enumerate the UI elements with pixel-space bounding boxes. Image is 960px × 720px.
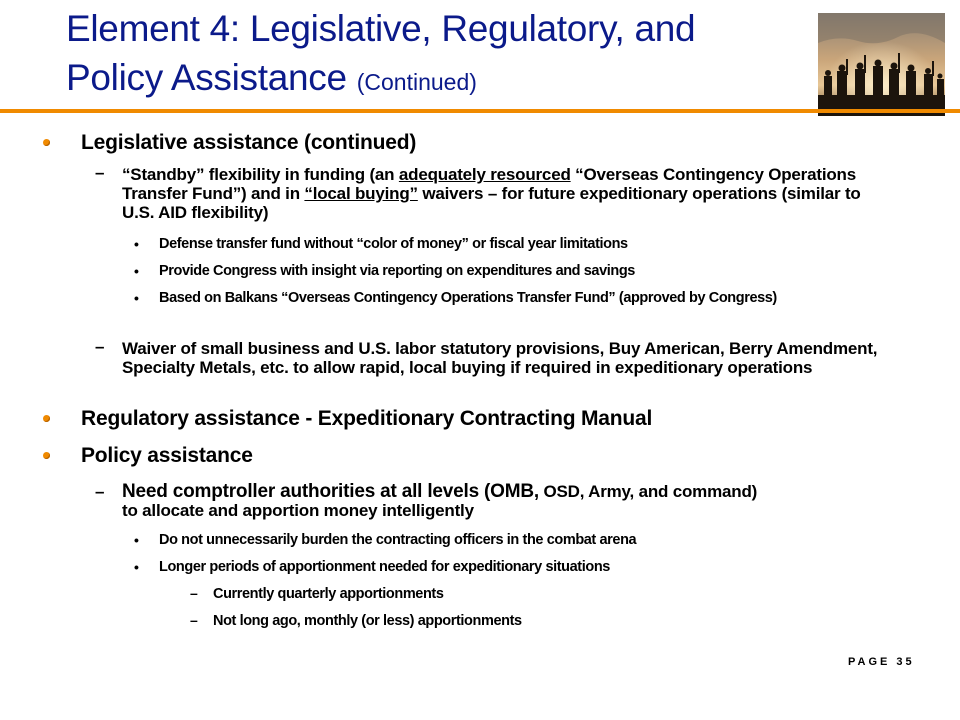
text-standby-pre: “Standby” flexibility in funding (an <box>122 165 399 184</box>
bullet-policy: Policy assistance <box>81 444 253 467</box>
bullet-dot <box>43 139 50 146</box>
text-standby-mid: “Overseas Contingency Operations Transfer Fund”) and in <box>122 165 856 203</box>
item-waiver: Waiver of small business and U.S. labor statutory provisions, Buy American, Berry Amendment, Specialty Metals, etc. to allow rapid, local buying if required in expeditionary operations <box>122 339 878 377</box>
sub-longer-periods: Longer periods of apportionment needed for expeditionary situations <box>159 559 610 575</box>
title-main: Policy Assistance <box>66 57 347 98</box>
sub-defense-fund: Defense transfer fund without “color of money” or fiscal year limitations <box>159 236 628 252</box>
title-line-1: Element 4: Legislative, Regulatory, and <box>66 8 696 49</box>
dash-marker: – <box>190 612 198 628</box>
dash-marker: – <box>95 337 105 356</box>
sub-monthly: Not long ago, monthly (or less) apportionments <box>213 613 522 629</box>
sub-balkans-fund <box>159 290 879 307</box>
sub-burden: Do not unnecessarily burden the contracting officers in the combat arena <box>159 532 637 548</box>
text-standby-post: waivers – for future expeditionary operations (similar to U.S. AID flexibility) <box>122 184 861 222</box>
dot-marker: • <box>134 263 139 279</box>
text-comptroller-a: Need comptroller authorities at all levels (OMB, <box>122 481 539 502</box>
bullet-dot <box>43 452 50 459</box>
dot-marker: • <box>134 532 139 548</box>
sub-congress-insight: Provide Congress with insight via reporting on expenditures and savings <box>159 263 635 279</box>
text-comptroller-b: OSD, Army, and command) <box>538 482 758 501</box>
dot-marker: • <box>134 559 139 575</box>
comptroller-line-2: to allocate and apportion money intelligently <box>122 501 474 520</box>
comptroller-line-1 <box>122 482 882 501</box>
bullet-regulatory: Regulatory assistance - Expeditionary Contracting Manual <box>81 407 653 430</box>
text-adequately-resourced: adequately resourced <box>398 165 571 184</box>
dash-marker: – <box>190 585 198 601</box>
dash-marker: – <box>95 163 105 182</box>
dot-marker: • <box>134 290 139 306</box>
bullet-legislative: Legislative assistance (continued) <box>81 131 417 154</box>
title-continued: (Continued) <box>356 69 477 95</box>
item-comptroller <box>122 482 882 520</box>
bullet-dot <box>43 415 50 422</box>
sub-quarterly: Currently quarterly apportionments <box>213 586 444 602</box>
item-standby-flexibility <box>122 165 892 222</box>
dash-marker: – <box>95 482 105 501</box>
text-balkans: Based on Balkans “Overseas Contingency Operations Transfer Fund” (approved by Congress) <box>159 290 777 306</box>
text-local-buying: “local buying” <box>304 184 418 203</box>
page-number: PAGE 35 <box>848 656 915 668</box>
dot-marker: • <box>134 236 139 252</box>
